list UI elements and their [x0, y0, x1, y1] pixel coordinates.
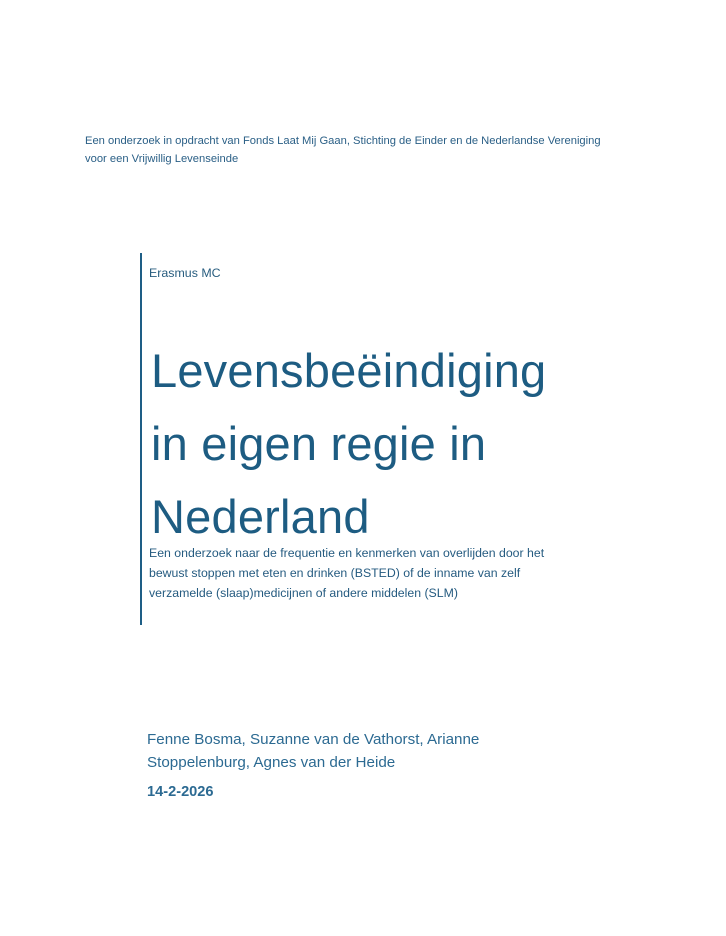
document-subtitle: Een onderzoek naar de frequentie en kenmerken van overlijden door het bewust stoppen met eten en drinken (BSTED) of de inname van zelf verzamelde (slaap)medicijnen of andere middelen (SLM) [149, 546, 545, 600]
document-title [151, 334, 591, 553]
title-line-3: Nederland [151, 490, 370, 544]
author-list: Fenne Bosma, Suzanne van de Vathorst, Arianne Stoppelenburg, Agnes van der Heide [147, 731, 480, 771]
organisation-name: Erasmus MC [149, 266, 221, 280]
commissioning-note: Een onderzoek in opdracht van Fonds Laat Mij Gaan, Stichting de Einder en de Nederlandse Vereniging voor een Vrijwillig Levenseinde [85, 135, 601, 165]
publication-date: 14-2-2026 [147, 784, 214, 800]
title-line-1: Levensbeëindiging [151, 344, 547, 398]
cover-title-block [140, 253, 592, 625]
title-line-2: in eigen regie in [151, 417, 487, 471]
